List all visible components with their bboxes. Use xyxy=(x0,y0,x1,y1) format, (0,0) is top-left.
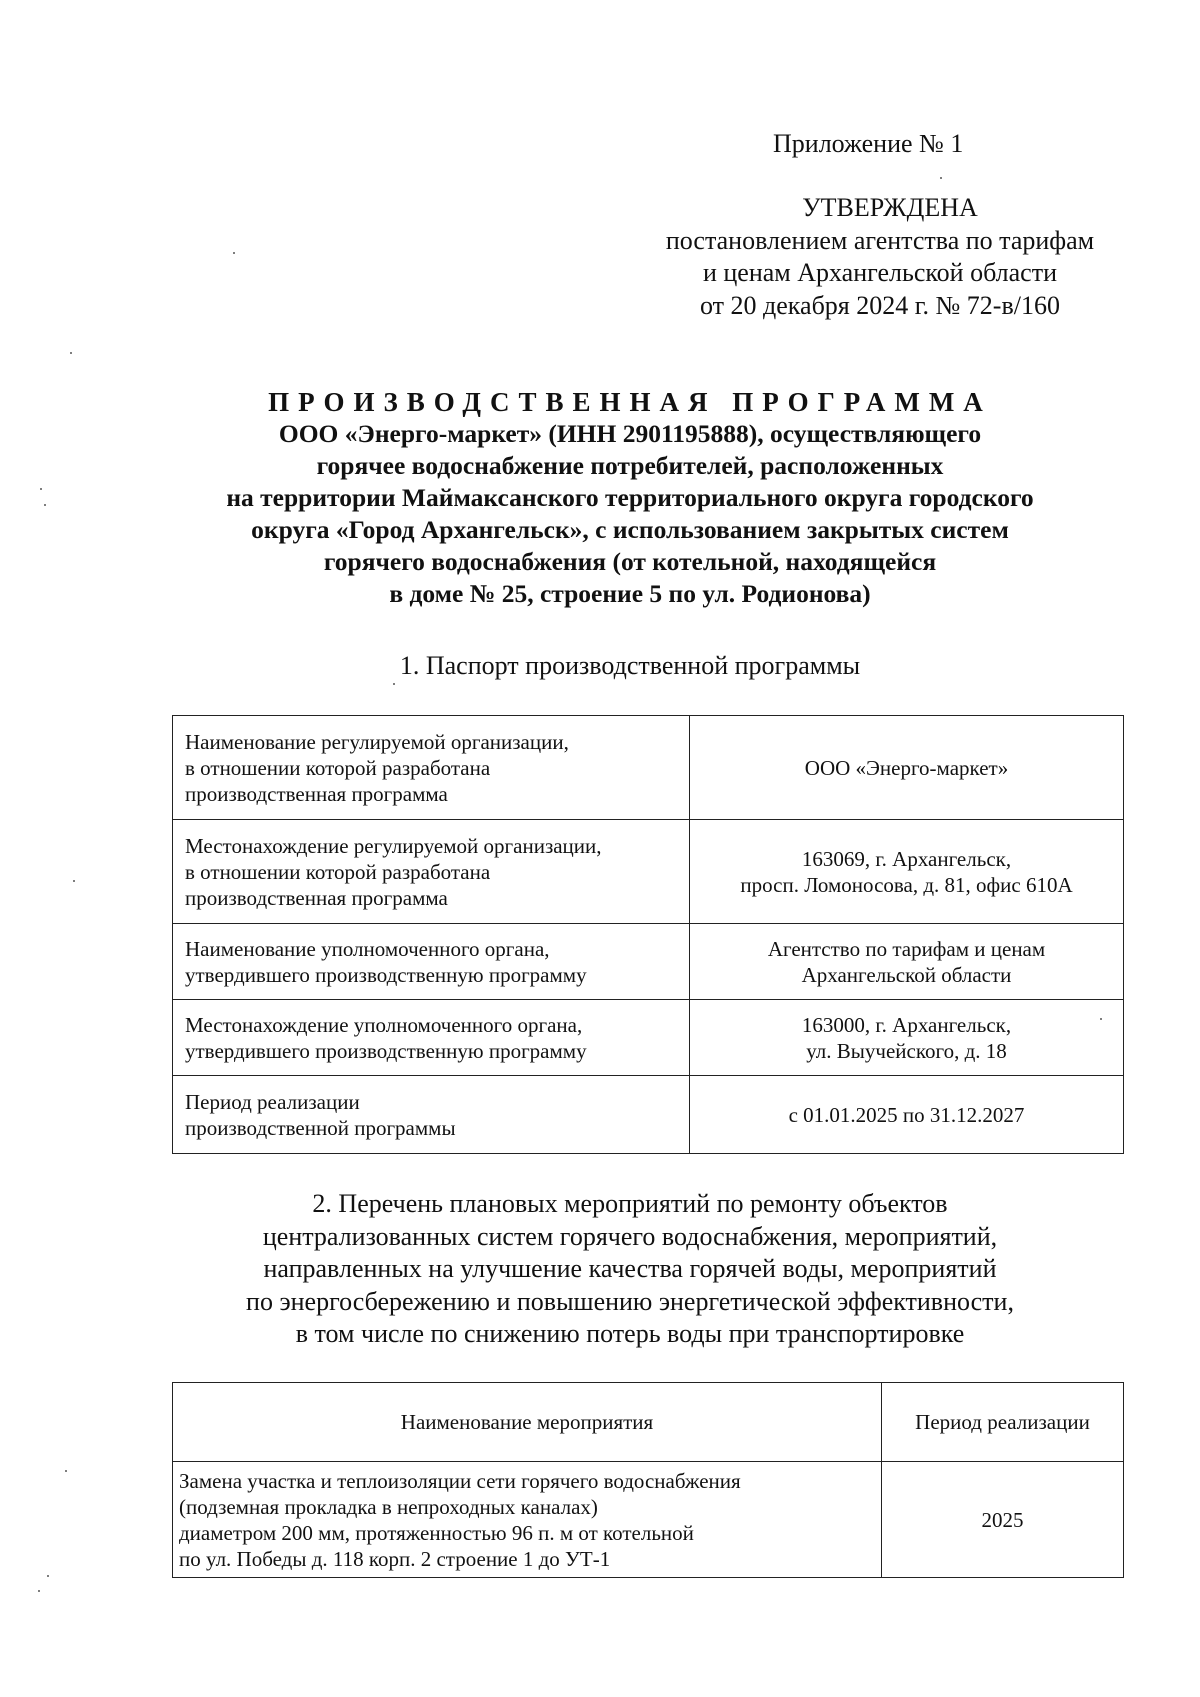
section2-title-line: 2. Перечень плановых мероприятий по ремонту объектов xyxy=(312,1189,948,1218)
passport-label-cell xyxy=(173,924,690,1000)
section1-title: 1. Паспорт производственной программы xyxy=(399,651,861,680)
title-line: на территории Маймаксанского территориального округа городского xyxy=(226,483,1034,512)
passport-table xyxy=(172,715,1124,1154)
section2-title-line: в том числе по снижению потерь воды при транспортировке xyxy=(295,1319,965,1348)
column-header: Период реализации xyxy=(882,1383,1124,1462)
cell-text: диаметром 200 мм, протяженностью 96 п. м от котельной xyxy=(179,1520,694,1545)
cell-text: (подземная прокладка в непроходных каналах) xyxy=(179,1494,598,1519)
scan-speck xyxy=(44,504,46,506)
passport-label-cell xyxy=(173,820,690,924)
cell-text: Наименование регулируемой организации, xyxy=(185,729,569,754)
cell-text: 163000, г. Архангельск, xyxy=(801,1012,1012,1037)
section2-title-line: по энергосбережению и повышению энергетической эффективности, xyxy=(246,1286,1014,1316)
cell-text: Местонахождение уполномоченного органа, xyxy=(185,1012,583,1037)
scan-speck xyxy=(940,177,942,179)
table-row xyxy=(173,820,1124,924)
cell-text: производственная программа xyxy=(185,885,448,910)
passport-label-cell xyxy=(173,716,690,820)
cell-text: в отношении которой разработана xyxy=(185,859,491,884)
title-heading: ПРОИЗВОДСТВЕННАЯ ПРОГРАММА xyxy=(268,387,992,417)
scan-speck xyxy=(393,683,395,685)
measure-period-cell: 2025 xyxy=(882,1462,1124,1578)
scan-speck xyxy=(73,880,75,882)
appendix-label: Приложение № 1 xyxy=(773,129,964,158)
title-line: в доме № 25, строение 5 по ул. Родионова) xyxy=(389,579,871,608)
cell-text: Агентство по тарифам и ценам xyxy=(767,936,1046,961)
scan-speck xyxy=(233,252,235,254)
cell-text: ООО «Энерго-маркет» xyxy=(804,755,1009,780)
cell-text: Наименование уполномоченного органа, xyxy=(185,936,550,961)
column-header: Наименование мероприятия xyxy=(173,1383,882,1462)
approval-line: постановлением агентства по тарифам xyxy=(665,225,1095,255)
section2-title-line: направленных на улучшение качества горячей воды, мероприятий xyxy=(263,1254,997,1283)
approval-line: от 20 декабря 2024 г. № 72-в/160 xyxy=(700,290,1060,320)
cell-text: Замена участка и теплоизоляции сети горячего водоснабжения xyxy=(179,1468,741,1493)
scan-speck xyxy=(65,1470,67,1472)
scan-speck xyxy=(40,488,42,490)
passport-value-cell xyxy=(690,924,1124,1000)
table-row xyxy=(173,1076,1124,1154)
cell-text: просп. Ломоносова, д. 81, офис 610А xyxy=(740,872,1073,897)
title-line: горячее водоснабжение потребителей, расположенных xyxy=(316,451,944,480)
title-line: округа «Город Архангельск», с использованием закрытых систем xyxy=(251,515,1009,544)
table-header-row xyxy=(173,1383,1124,1462)
cell-text: Местонахождение регулируемой организации, xyxy=(185,833,602,858)
table-row xyxy=(173,1462,1124,1578)
scan-speck xyxy=(47,1575,49,1577)
table-row xyxy=(173,924,1124,1000)
cell-text: по ул. Победы д. 118 корп. 2 строение 1 до УТ-1 xyxy=(179,1546,611,1571)
approval-title: УТВЕРЖДЕНА xyxy=(802,193,978,222)
title-line: горячего водоснабжения (от котельной, находящейся xyxy=(323,547,937,576)
passport-label-cell xyxy=(173,1076,690,1154)
cell-text: Период реализации xyxy=(185,1089,360,1114)
measure-name-cell xyxy=(173,1462,882,1578)
cell-text: производственная программа xyxy=(185,781,448,806)
measures-table xyxy=(172,1382,1124,1578)
approval-block xyxy=(620,192,1140,322)
cell-text: производственной программы xyxy=(185,1115,456,1140)
cell-text: Архангельской области xyxy=(801,962,1012,987)
section2-title-line: централизованных систем горячего водоснабжения, мероприятий, xyxy=(262,1221,998,1251)
scan-speck xyxy=(1100,1018,1102,1020)
cell-text: утвердившего производственную программу xyxy=(185,1038,587,1063)
section2-title xyxy=(150,1188,1110,1351)
cell-text: 163069, г. Архангельск, xyxy=(801,846,1012,871)
scan-speck xyxy=(70,352,72,354)
cell-text: утвердившего производственную программу xyxy=(185,962,587,987)
table-row xyxy=(173,1000,1124,1076)
cell-text: ул. Выучейского, д. 18 xyxy=(806,1038,1007,1063)
cell-text: с 01.01.2025 по 31.12.2027 xyxy=(788,1102,1025,1127)
passport-label-cell xyxy=(173,1000,690,1076)
passport-value-cell xyxy=(690,820,1124,924)
title-line: ООО «Энерго-маркет» (ИНН 2901195888), осуществляющего xyxy=(278,419,982,448)
table-row xyxy=(173,716,1124,820)
passport-value-cell xyxy=(690,1000,1124,1076)
approval-line: и ценам Архангельской области xyxy=(702,258,1058,287)
scan-speck xyxy=(38,1590,40,1592)
passport-value-cell xyxy=(690,716,1124,820)
passport-value-cell xyxy=(690,1076,1124,1154)
cell-text: в отношении которой разработана xyxy=(185,755,491,780)
document-title xyxy=(150,386,1110,610)
